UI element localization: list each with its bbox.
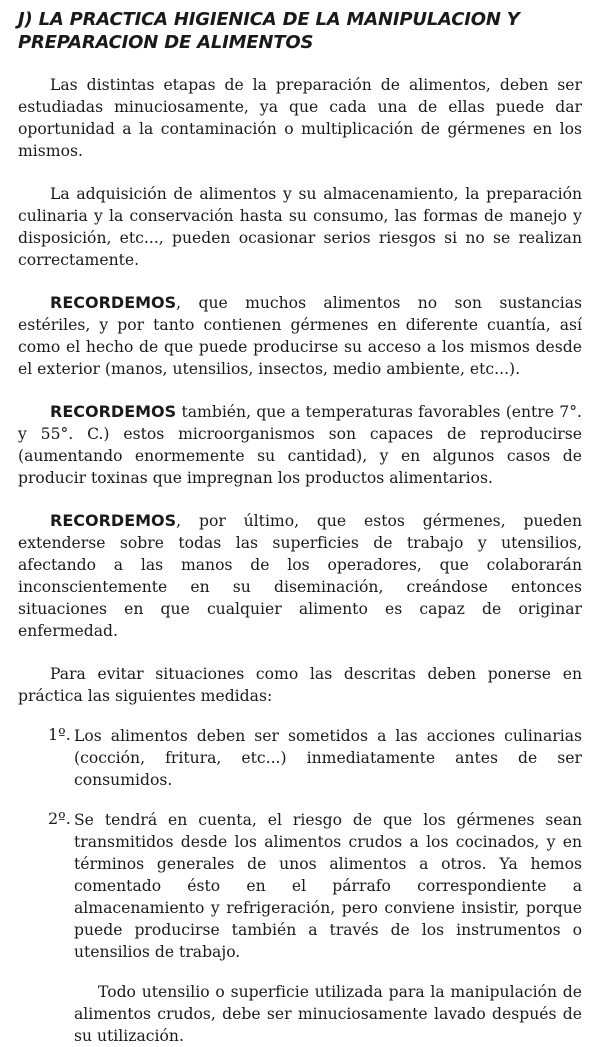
paragraph-5-text: , por último, que estos gérmenes, pueden extenderse sobre todas las superficies de trabajo y utensilios, afectando a las manos de los operadores, que colaborarán inconscientemente en su diseminación, creándose entonces situaciones en que cualquier alimento es capaz de originar enfermedad.	[18, 512, 582, 640]
list-item	[18, 809, 582, 963]
keyword-recordemos: RECORDEMOS	[50, 293, 177, 312]
paragraph-4-text: también, que a temperaturas favorables (entre 7°. y 55°. C.) estos microorganismos son capaces de reproducirse (aumentando enormemente su cantidad), y en algunos casos de producir toxinas que impregnan los productos alimentarios.	[18, 403, 582, 487]
paragraph-2: La adquisición de alimentos y su almacenamiento, la preparación culinaria y la conservación hasta su consumo, las formas de manejo y disposición, etc..., pueden ocasionar serios riesgos si no se realizan correctamente.	[18, 185, 582, 269]
paragraph-6: Para evitar situaciones como las descritas deben ponerse en práctica las siguientes medidas:	[18, 665, 582, 705]
heading-line-1: J) LA PRACTICA HIGIENICA DE LA MANIPULACION Y	[18, 9, 520, 30]
section-heading	[18, 8, 582, 54]
paragraph-3	[18, 292, 582, 380]
list-item-number: 2º.	[48, 809, 71, 828]
paragraph-1: Las distintas etapas de la preparación de alimentos, deben ser estudiadas minuciosamente, ya que cada una de ellas puede dar oportunidad a la contaminación o multiplicación de gérmenes en los mismos.	[18, 76, 582, 160]
paragraph-5	[18, 510, 582, 642]
list-item-number: 1º.	[48, 725, 71, 744]
paragraph-3-text: , que muchos alimentos no son sustancias estériles, y por tanto contienen gérmenes en diferente cuantía, así como el hecho de que puede producirse su acceso a los mismos desde el exterior (manos, utensilios, insectos, medio ambiente, etc...).	[18, 294, 582, 378]
heading-line-2: PREPARACION DE ALIMENTOS	[18, 32, 314, 53]
keyword-recordemos: RECORDEMOS	[50, 402, 177, 421]
list-item-text: Los alimentos deben ser sometidos a las acciones culinarias (cocción, fritura, etc...) inmediatamente antes de ser consumidos.	[74, 727, 582, 789]
list-item-continuation: Todo utensilio o superficie utilizada para la manipulación de alimentos crudos, debe ser minuciosamente lavado después de su utilización.	[74, 983, 582, 1045]
document-page	[18, 8, 582, 1047]
keyword-recordemos: RECORDEMOS	[50, 511, 177, 530]
list-item-text: Se tendrá en cuenta, el riesgo de que los gérmenes sean transmitidos desde los alimentos crudos a los cocinados, y en términos generales de unos alimentos a otros. Ya hemos comentado ésto en el párrafo correspondiente a almacenamiento y refrigeración, pero conviene insistir, porque puede producirse también a través de los instrumentos o utensilios de trabajo.	[74, 811, 582, 961]
list-item	[18, 725, 582, 791]
paragraph-4	[18, 401, 582, 489]
